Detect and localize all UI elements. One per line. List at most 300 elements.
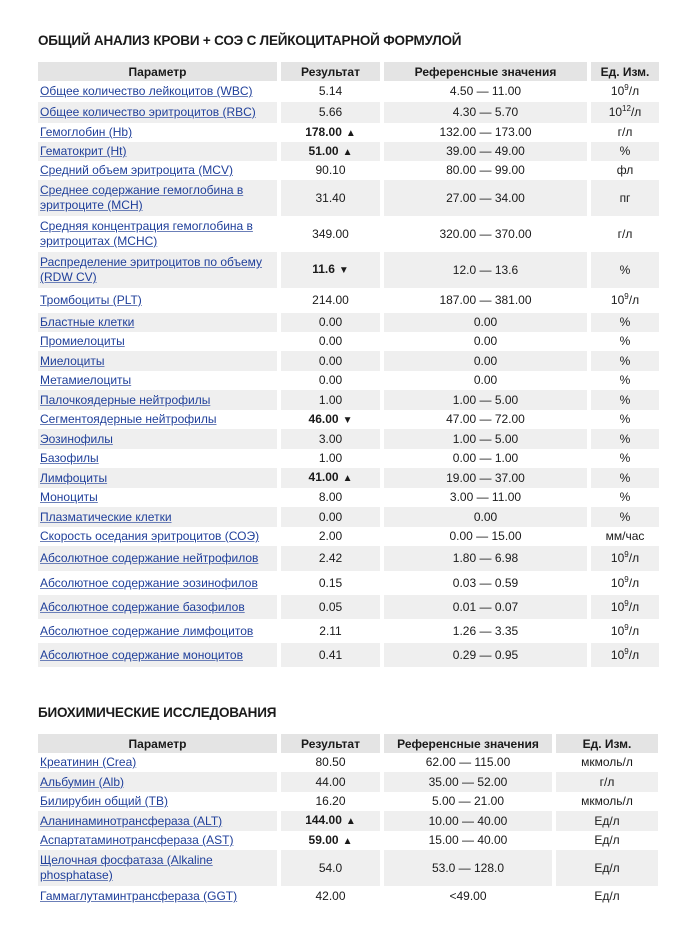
table-row [38,772,658,792]
reference-cell: 80.00 — 99.00 [446,163,525,177]
reference-cell: 0.00 [384,313,587,332]
param-cell [38,81,277,102]
param-cell [38,390,277,410]
result-cell [281,123,380,142]
table-row [38,468,659,488]
param-link[interactable]: Гематокрит (Ht) [40,144,127,158]
result-value: 1.00 [318,451,343,465]
unit-text: % [619,392,631,407]
unit-cell [591,81,659,102]
table-row [38,371,659,390]
unit-text: /л [628,575,640,590]
unit-cell [591,313,659,332]
arrow-up-icon: ▲ [345,816,356,827]
unit-exponent: 9 [624,646,629,656]
cbc-table [34,62,663,667]
param-link[interactable]: Абсолютное содержание моноцитов [40,647,243,662]
result-cell [281,313,380,332]
result-cell [281,216,380,252]
table-row [38,753,658,772]
unit-cell [591,468,659,488]
unit-base: 10 [610,293,625,307]
reference-cell: 27.00 — 34.00 [384,180,587,216]
param-link[interactable]: Абсолютное содержание базофилов [40,599,245,614]
result-cell [281,811,380,831]
reference-cell: 0.00 [384,507,587,527]
param-link[interactable]: Тромбоциты (PLT) [40,293,142,307]
reference-cell: 3.00 — 11.00 [449,490,522,504]
unit-text: % [619,412,631,426]
param-link[interactable]: Миелоциты [40,353,105,368]
param-cell [38,792,277,811]
unit-text: /л [628,599,640,614]
result-cell [281,468,380,488]
unit-cell [591,546,659,571]
reference-cell: 0.29 — 0.95 [384,643,587,667]
result-value: 0.00 [318,334,343,348]
result-value: 0.05 [318,599,343,614]
header-ref: Референсные значения [384,734,552,753]
unit-exponent: 12 [622,104,631,113]
reference-cell: 187.00 — 381.00 [439,293,532,307]
unit-cell [591,595,659,619]
param-link[interactable]: Средняя концентрация гемоглобина в эритроцитах (MCHC) [40,219,253,248]
unit-cell [591,643,659,667]
biochem-table-body [38,753,658,907]
result-cell [281,351,380,371]
reference-cell: 10.00 — 40.00 [384,811,552,831]
param-cell [38,850,277,886]
arrow-down-icon: ▼ [338,265,349,276]
result-cell [281,429,380,449]
param-link[interactable]: Скорость оседания эритроцитов (СОЭ) [40,529,260,543]
unit-cell [591,619,659,643]
result-cell [281,142,380,161]
result-value: 8.00 [318,490,343,504]
table-row [38,313,659,332]
param-link[interactable]: Лимфоциты [40,470,108,485]
table-row [38,142,659,161]
reference-cell: 0.01 — 0.07 [384,595,587,619]
unit-cell [591,288,659,313]
unit-text: мкмоль/л [581,755,633,769]
result-cell [281,753,380,772]
unit-base: 10 [610,551,625,565]
reference-cell: 35.00 — 52.00 [384,772,552,792]
result-cell [281,288,380,313]
param-link[interactable]: Гемоглобин (Hb) [40,125,133,139]
unit-text: мм/час [605,529,645,543]
unit-text: % [619,431,631,446]
arrow-down-icon: ▼ [342,414,353,426]
param-cell [38,811,277,831]
result-value: 0.00 [318,373,343,387]
param-cell [38,429,277,449]
result-cell [281,180,380,216]
param-cell [38,619,277,643]
param-link[interactable]: Аланинаминотрансфераза (ALT) [40,813,223,828]
param-link[interactable]: Общее количество лейкоцитов (WBC) [40,84,253,98]
result-cell [281,595,380,619]
param-link[interactable]: Абсолютное содержание нейтрофилов [40,551,259,565]
unit-base: 10 [610,84,625,98]
unit-text: % [619,470,631,485]
unit-cell [556,831,658,850]
unit-cell [591,390,659,410]
reference-cell: 0.00 [384,351,587,371]
result-value: 178.00 [305,124,342,139]
unit-text: Ед/л [594,860,620,875]
unit-exponent: 9 [624,598,629,608]
unit-text: % [619,509,631,524]
unit-cell [591,571,659,595]
unit-text: /л [630,105,642,119]
unit-base: 10 [610,623,625,638]
result-cell [281,488,380,507]
reference-cell: 0.00 — 15.00 [449,529,522,543]
unit-text: /л [628,623,640,638]
param-link[interactable]: Альбумин (Alb) [40,774,124,789]
param-cell [38,753,277,772]
param-cell [38,180,277,216]
table-row [38,123,659,142]
unit-text: мкмоль/л [581,794,633,808]
unit-base: 10 [610,599,625,614]
table-row [38,288,659,313]
unit-exponent: 9 [624,622,629,632]
reference-cell: 320.00 — 370.00 [439,226,532,241]
param-cell [38,507,277,527]
unit-cell [556,753,658,772]
table-row [38,571,659,595]
param-link[interactable]: Билирубин общий (TB) [40,794,168,808]
result-cell [281,81,380,102]
result-value: 5.66 [318,105,343,119]
result-cell [281,546,380,571]
unit-exponent: 9 [624,83,629,92]
table-row [38,449,659,468]
unit-cell [591,429,659,449]
unit-base: 10 [610,647,625,662]
biochem-table [34,734,662,907]
result-value: 41.00 [308,470,339,484]
unit-text: % [619,373,631,387]
result-value: 1.00 [318,392,343,407]
param-link[interactable]: Гаммаглутаминтрансфераза (GGT) [40,889,238,903]
table-row [38,488,659,507]
result-value: 44.00 [315,774,346,789]
reference-cell: 15.00 — 40.00 [428,833,508,847]
table-row [38,252,659,288]
table-row [38,102,659,123]
param-link[interactable]: Эозинофилы [40,431,113,446]
result-cell [281,792,380,811]
reference-cell: 47.00 — 72.00 [446,412,525,426]
unit-text: % [619,451,631,465]
unit-exponent: 9 [624,550,629,559]
reference-cell: 4.50 — 11.00 [449,84,522,98]
table-row [38,527,659,546]
result-cell [281,643,380,667]
result-value: 2.42 [318,551,343,565]
unit-cell [591,488,659,507]
result-value: 3.00 [318,431,343,446]
param-link[interactable]: Щелочная фосфатаза (Alkaline phosphatase) [40,853,213,882]
param-cell [38,546,277,571]
param-cell [38,123,277,142]
unit-cell [591,351,659,371]
unit-text: % [619,490,631,504]
unit-text: Ед/л [594,833,620,847]
result-cell [281,886,380,907]
arrow-up-icon: ▲ [342,146,353,158]
unit-base: 10 [610,575,625,590]
unit-cell [556,811,658,831]
result-value: 0.15 [318,575,343,590]
param-link[interactable]: Промиелоциты [40,334,125,348]
param-cell [38,252,277,288]
table-row [38,390,659,410]
result-value: 2.00 [318,529,343,543]
param-cell [38,449,277,468]
table-row [38,619,659,643]
result-cell [281,252,380,288]
arrow-up-icon: ▲ [342,473,353,484]
param-cell [38,831,277,850]
reference-cell: 62.00 — 115.00 [425,755,511,769]
result-value: 11.6 [312,262,335,276]
unit-cell [591,332,659,351]
unit-cell [556,772,658,792]
header-result: Результат [281,734,380,753]
unit-cell [591,123,659,142]
unit-cell [591,507,659,527]
reference-cell: 12.0 — 13.6 [384,252,587,288]
reference-cell: 4.30 — 5.70 [384,102,587,123]
header-unit: Ед. Изм. [556,734,658,753]
result-value: 144.00 [305,813,342,827]
table-row [38,811,658,831]
result-value: 2.11 [319,623,342,638]
result-cell [281,410,380,429]
table-row [38,546,659,571]
param-link[interactable]: Бластные клетки [40,315,135,329]
param-cell [38,643,277,667]
result-cell [281,527,380,546]
unit-text: % [619,144,631,158]
reference-cell: 0.03 — 0.59 [452,575,519,590]
unit-cell [556,850,658,886]
result-cell [281,571,380,595]
unit-text: /л [628,84,640,98]
result-value: 0.41 [318,647,343,662]
result-cell [281,102,380,123]
table-header-row [38,734,658,753]
header-ref: Референсные значения [384,62,587,81]
result-value: 0.00 [318,353,343,368]
table-row [38,180,659,216]
param-link[interactable]: Средний объем эритроцита (MCV) [40,163,233,177]
header-param: Параметр [38,734,277,753]
unit-text: г/л [599,774,615,789]
param-cell [38,488,277,507]
param-cell [38,142,277,161]
result-value: 42.00 [315,889,346,903]
unit-cell [591,161,659,180]
unit-cell [591,102,659,123]
param-link[interactable]: Базофилы [40,451,99,465]
reference-cell: 0.00 [473,373,498,387]
unit-cell [591,527,659,546]
result-cell [281,772,380,792]
arrow-up-icon: ▲ [342,835,353,847]
reference-cell: 0.00 [473,334,498,348]
unit-text: % [619,315,631,329]
table-header-row [38,62,659,81]
unit-text: /л [628,647,640,662]
table-row [38,216,659,252]
param-cell [38,595,277,619]
reference-cell: 1.80 — 6.98 [384,546,587,571]
param-link[interactable]: Сегментоядерные нейтрофилы [40,412,217,426]
param-cell [38,468,277,488]
result-cell [281,619,380,643]
param-link[interactable]: Палочкоядерные нейтрофилы [40,392,211,407]
result-value: 31.40 [315,190,346,205]
unit-text: Ед/л [594,813,620,828]
reference-cell: 132.00 — 173.00 [439,125,532,139]
unit-exponent: 9 [624,292,629,301]
result-cell [281,161,380,180]
unit-text: /л [628,551,640,565]
reference-cell: 1.00 — 5.00 [384,429,587,449]
table-row [38,850,658,886]
unit-exponent: 9 [624,574,629,584]
result-value: 349.00 [312,226,349,241]
param-link[interactable]: Общее количество эритроцитов (RBC) [40,105,256,119]
param-cell [38,571,277,595]
unit-text: г/л [617,226,633,241]
result-cell [281,449,380,468]
table-row [38,507,659,527]
reference-cell: 53.0 — 128.0 [384,850,552,886]
header-param: Параметр [38,62,277,81]
result-value: 59.00 [308,832,339,847]
table-row [38,351,659,371]
reference-cell: 1.00 — 5.00 [384,390,587,410]
param-cell [38,332,277,351]
unit-cell [556,886,658,907]
table-row [38,792,658,811]
reference-cell: 39.00 — 49.00 [384,142,587,161]
result-cell [281,831,380,850]
param-cell [38,351,277,371]
reference-cell: <49.00 [449,889,487,903]
unit-text: Ед/л [594,889,620,903]
table-row [38,831,658,850]
result-cell [281,332,380,351]
reference-cell: 5.00 — 21.00 [431,794,505,808]
param-link[interactable]: Аспартатаминотрансфераза (AST) [40,833,234,847]
result-value: 0.00 [318,315,343,329]
param-cell [38,288,277,313]
param-link[interactable]: Метамиелоциты [40,373,132,387]
reference-cell: 1.26 — 3.35 [452,623,519,638]
param-cell [38,886,277,907]
table-row [38,81,659,102]
unit-cell [591,252,659,288]
param-link[interactable]: Креатинин (Crea) [40,755,137,769]
result-value: 51.00 [308,143,339,158]
param-cell [38,102,277,123]
section-title-cbc: ОБЩИЙ АНАЛИЗ КРОВИ + СОЭ С ЛЕЙКОЦИТАРНОЙ ФОРМУЛОЙ [38,33,462,48]
unit-cell [591,449,659,468]
unit-cell [556,792,658,811]
param-cell [38,527,277,546]
header-result: Результат [281,62,380,81]
unit-text: фл [616,163,634,177]
result-value: 80.50 [315,755,346,769]
param-cell [38,410,277,429]
reference-cell: 19.00 — 37.00 [384,468,587,488]
section-title-biochem: БИОХИМИЧЕСКИЕ ИССЛЕДОВАНИЯ [38,705,277,720]
reference-cell: 0.00 — 1.00 [452,451,519,465]
unit-text: г/л [617,125,633,139]
table-row [38,429,659,449]
result-cell [281,371,380,390]
result-cell [281,507,380,527]
unit-text: % [619,353,631,368]
result-value: 214.00 [312,293,349,307]
unit-cell [591,410,659,429]
table-row [38,886,658,907]
cbc-table-body [38,81,659,667]
param-link[interactable]: Абсолютное содержание лимфоцитов [40,623,254,638]
param-cell [38,313,277,332]
unit-cell [591,216,659,252]
param-link[interactable]: Среднее содержание гемоглобина в эритроците (MCH) [40,183,244,212]
result-value: 16.20 [315,794,346,808]
unit-cell [591,142,659,161]
result-cell [281,850,380,886]
table-row [38,595,659,619]
result-value: 46.00 [308,411,339,426]
param-link[interactable]: Плазматические клетки [40,509,172,524]
param-cell [38,161,277,180]
param-link[interactable]: Моноциты [40,490,98,504]
result-value: 0.00 [318,509,343,524]
param-link[interactable]: Абсолютное содержание эозинофилов [40,575,258,590]
result-cell [281,390,380,410]
param-link[interactable]: Распределение эритроцитов по объему (RDW CV) [40,255,263,284]
param-cell [38,371,277,390]
unit-cell [591,180,659,216]
unit-text: % [619,334,631,348]
result-value: 90.10 [315,163,346,177]
unit-text: пг [619,190,631,205]
param-cell [38,216,277,252]
unit-text: /л [628,293,640,307]
header-unit: Ед. Изм. [591,62,659,81]
unit-base: 10 [608,105,623,119]
table-row [38,332,659,351]
result-value: 5.14 [318,84,343,98]
table-row [38,161,659,180]
table-row [38,643,659,667]
unit-cell [591,371,659,390]
param-cell [38,772,277,792]
table-row [38,410,659,429]
